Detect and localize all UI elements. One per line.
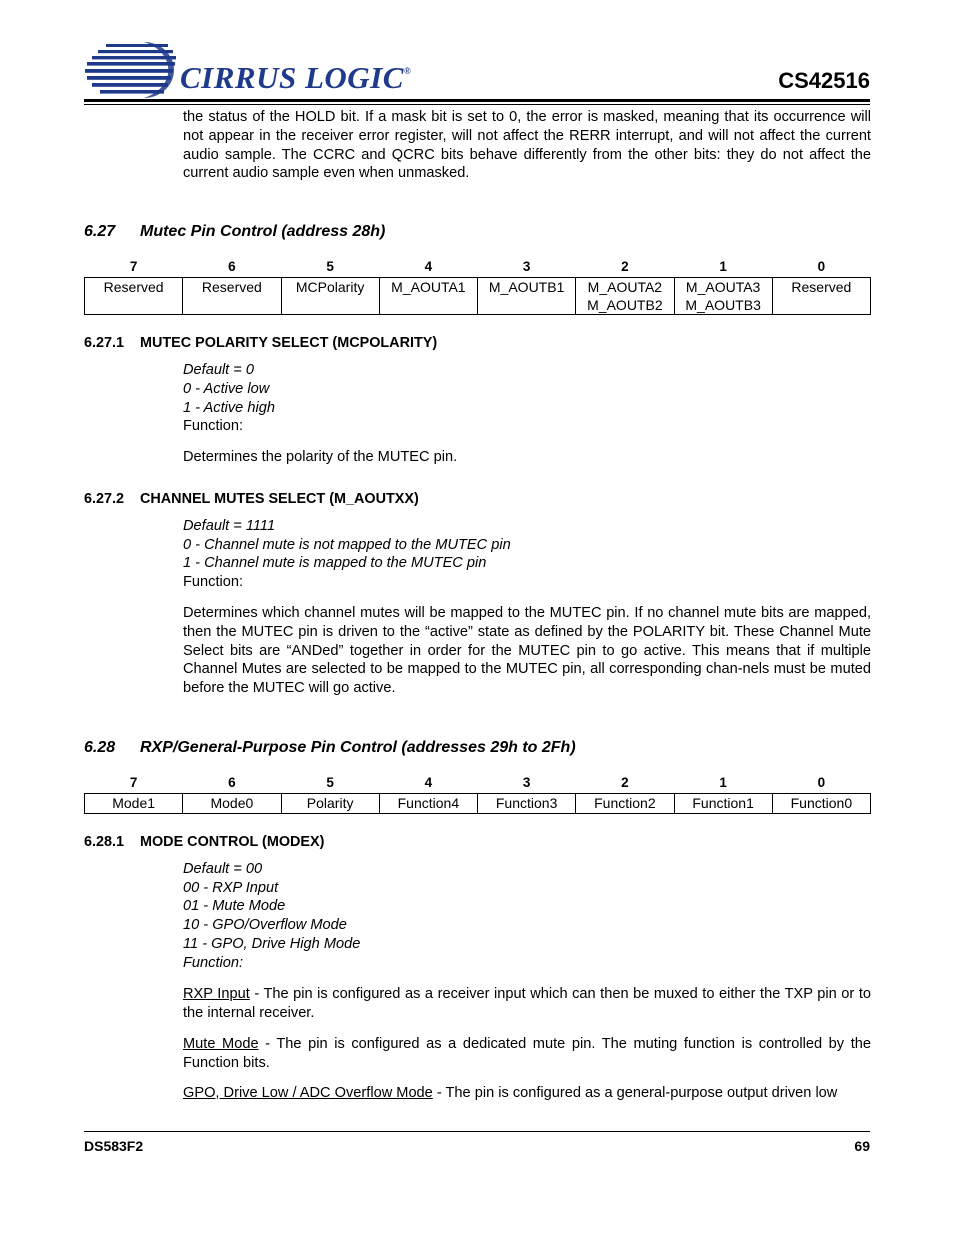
bit-cell: M_AOUTA2 M_AOUTB2: [576, 278, 674, 315]
option-01: 01 - Mute Mode: [183, 898, 286, 914]
bit-header: 4: [424, 775, 433, 790]
function-description: Determines which channel mutes will be mapped to the MUTEC pin. If no channel mute bits are mapped, then the MUTEC pin is driven to the “active” state as defined by the POLARITY bit. These Channel Mute Select bits are “ANDed” together in order for the MUTEC pin to go active. This means that if multiple Channel Mutes are selected to be mapped to the MUTEC pin, all corresponding chan-nels must be muted before the MUTEC will go active.: [183, 605, 871, 697]
bit-cell: Function3: [478, 794, 576, 814]
bit-header: 3: [522, 259, 531, 274]
default-value: Default = 1111: [183, 518, 276, 534]
bit-cell: Polarity: [281, 794, 379, 814]
bit-cell: M_AOUTA1: [379, 278, 477, 315]
bit-header: 7: [129, 259, 138, 274]
page-number: 69: [854, 1138, 870, 1154]
term-rxp-input: RXP Input: [183, 986, 250, 1002]
bit-cell: Function1: [674, 794, 772, 814]
bit-header: 0: [817, 259, 826, 274]
bit-header: 3: [522, 775, 531, 790]
document-part-number: CS42516: [778, 68, 870, 93]
bit-cell: M_AOUTA3 M_AOUTB3: [674, 278, 772, 315]
bit-cell: MCPolarity: [281, 278, 379, 315]
bit-header: 5: [326, 775, 334, 790]
header-rule: [84, 99, 870, 102]
bit-cell: Function2: [576, 794, 674, 814]
bit-header: 2: [621, 775, 629, 790]
option-1: 1 - Channel mute is mapped to the MUTEC pin: [183, 555, 487, 571]
default-value: Default = 00: [183, 861, 263, 877]
subsection-heading-6-27-1: 6.27.1 MUTEC POLARITY SELECT (MCPOLARITY): [84, 335, 438, 351]
option-1: 1 - Active high: [183, 400, 275, 416]
bit-cell: Reserved: [183, 278, 281, 315]
subsection-heading-6-28-1: 6.28.1 MODE CONTROL (MODEX): [84, 834, 325, 850]
intro-paragraph: the status of the HOLD bit. If a mask bit is set to 0, the error is masked, meaning that its occurrence will not appear in the receiver error register, will not affect the RERR interrupt, and will not affect the current audio sample. The CCRC and QCRC bits behave differently from the other bits: they do not affect the current audio sample even when unmasked.: [183, 109, 871, 182]
option-0: 0 - Active low: [183, 381, 270, 397]
bit-cell: Mode0: [183, 794, 281, 814]
option-0: 0 - Channel mute is not mapped to the MUTEC pin: [183, 537, 511, 553]
register-table-28h: [84, 259, 871, 315]
option-11: 11 - GPO, Drive High Mode: [183, 936, 361, 952]
bit-header: 0: [817, 775, 826, 790]
document-number: DS583F2: [84, 1138, 144, 1154]
logo-wordmark: CIRRUS LOGIC®: [180, 60, 412, 95]
option-10: 10 - GPO/Overflow Mode: [183, 917, 347, 933]
function-description: Determines the polarity of the MUTEC pin.: [183, 449, 458, 465]
subsection-heading-6-27-2: 6.27.2 CHANNEL MUTES SELECT (M_AOUTXX): [84, 491, 419, 507]
rxp-input-paragraph: RXP Input - The pin is configured as a receiver input which can then be muxed to either the TXP pin or to the internal receiver.: [183, 986, 872, 1021]
register-table-29h-2fh: [84, 775, 871, 814]
function-label: Function:: [183, 418, 244, 434]
bit-cell: Function0: [772, 794, 870, 814]
bit-cell: M_AOUTB1: [478, 278, 576, 315]
bit-header: 5: [326, 259, 334, 274]
bit-cell: Reserved: [772, 278, 870, 315]
footer-rule: [84, 1131, 870, 1132]
bit-cell: Mode1: [85, 794, 183, 814]
section-heading-6-28: 6.28 RXP/General-Purpose Pin Control (addresses 29h to 2Fh): [84, 739, 576, 756]
bit-header: 6: [228, 259, 236, 274]
bit-header: 4: [424, 259, 433, 274]
mute-mode-paragraph: Mute Mode - The pin is configured as a dedicated mute pin. The muting function is controlled by the Function bits.: [183, 1036, 871, 1071]
section-heading-6-27: 6.27 Mutec Pin Control (address 28h): [84, 223, 386, 240]
bit-cell: Function4: [379, 794, 477, 814]
option-00: 00 - RXP Input: [183, 880, 279, 896]
bit-header: 2: [621, 259, 629, 274]
function-label: Function:: [183, 955, 244, 971]
bit-cell: Reserved: [85, 278, 183, 315]
term-mute-mode: Mute Mode: [183, 1036, 259, 1052]
gpo-mode-paragraph: GPO, Drive Low / ADC Overflow Mode - The pin is configured as a general-purpose output driven low: [183, 1085, 838, 1101]
term-gpo-drive-low: GPO, Drive Low / ADC Overflow Mode: [183, 1085, 433, 1101]
bit-header: 1: [719, 259, 727, 274]
bit-header: 1: [719, 775, 727, 790]
bit-header: 7: [129, 775, 138, 790]
default-value: Default = 0: [183, 362, 254, 378]
function-label: Function:: [183, 574, 244, 590]
bit-header: 6: [228, 775, 236, 790]
header-rule-thin: [84, 104, 870, 105]
